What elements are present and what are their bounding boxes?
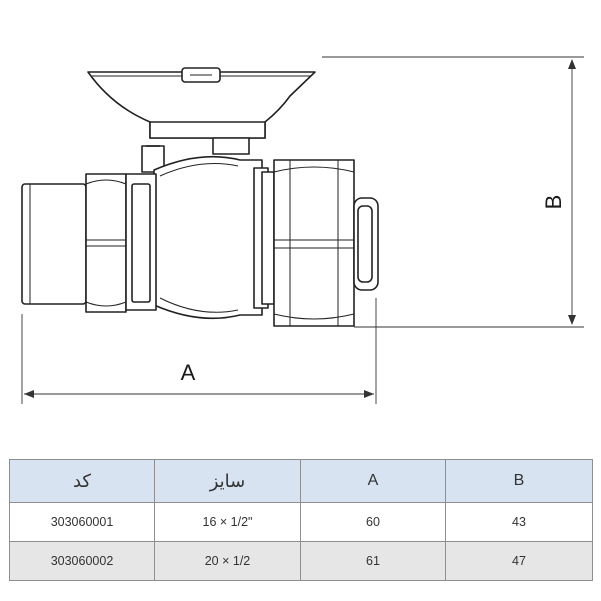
spec-table	[9, 459, 593, 581]
header-code: کد	[10, 460, 155, 503]
cell-code: 303060002	[10, 542, 155, 581]
cell-b: 43	[446, 503, 593, 542]
left-hex-nut-icon	[86, 174, 156, 312]
cell-b: 47	[446, 542, 593, 581]
table-header-row	[10, 460, 593, 503]
male-thread-end-icon	[22, 184, 86, 304]
header-size: سایز	[155, 460, 301, 503]
table-row	[10, 542, 593, 581]
pipe-insert-icon	[354, 198, 378, 290]
valve-body-icon	[154, 157, 274, 319]
cell-a: 61	[301, 542, 446, 581]
dimension-b-label: B	[540, 194, 566, 210]
cell-a: 60	[301, 503, 446, 542]
cell-code: 303060001	[10, 503, 155, 542]
butterfly-handle-icon	[88, 68, 315, 154]
dimension-a-label: A	[180, 360, 196, 385]
header-b: B	[446, 460, 593, 503]
cell-size: 16 × 1/2"	[155, 503, 301, 542]
header-a: A	[301, 460, 446, 503]
cell-size: 20 × 1/2	[155, 542, 301, 581]
right-compression-nut-icon	[274, 160, 354, 326]
table-row	[10, 503, 593, 542]
